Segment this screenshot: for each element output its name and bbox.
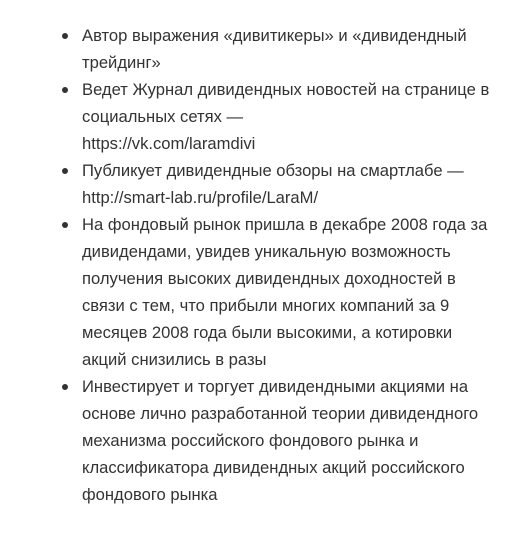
vk-page-link[interactable]: https://vk.com/laramdivi	[82, 134, 256, 153]
bullet-dot-icon	[62, 168, 68, 174]
list-item	[56, 211, 496, 373]
list-item-text-body: Публикует дивидендные обзоры на смартлабе —	[82, 161, 464, 180]
smartlab-profile-link[interactable]: http://smart-lab.ru/profile/LaraM/	[82, 188, 319, 207]
bullet-dot-icon	[62, 87, 68, 93]
list-item	[56, 76, 496, 157]
list-item-text: Автор выражения «дивитикеры» и «дивидендный трейдинг»	[82, 26, 467, 72]
list-item-text-body: Ведет Журнал дивидендных новостей на странице в социальных сетях —	[82, 80, 490, 126]
bullet-dot-icon	[62, 222, 68, 228]
bullet-dot-icon	[62, 384, 68, 390]
list-item	[56, 22, 496, 76]
list-item-text: Инвестирует и торгует дивидендными акциями на основе лично разработанной теории дивидендного механизма российского фондового рынка и классификатора дивидендных акций российского фондового рынка	[82, 377, 479, 504]
bullet-dot-icon	[62, 33, 68, 39]
list-item-text	[82, 157, 496, 211]
list-item	[56, 157, 496, 211]
list-item-text: На фондовый рынок пришла в декабре 2008 года за дивидендами, увидев уникальную возможность получения высоких дивидендных доходностей в связи с тем, что прибыли многих компаний за 9 месяцев 2008 года были высокими, а котировки акций снизились в разы	[82, 215, 488, 369]
list-item-text	[82, 76, 496, 157]
bio-list	[56, 22, 496, 508]
list-item	[56, 373, 496, 508]
